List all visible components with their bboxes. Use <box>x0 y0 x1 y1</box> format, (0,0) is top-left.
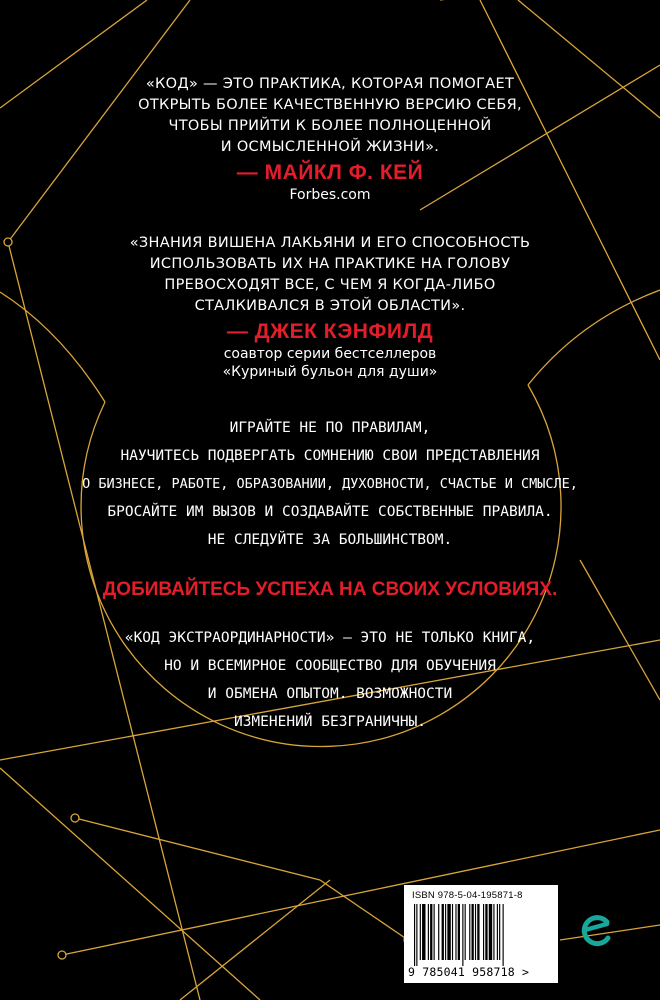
barcode-bar <box>469 904 470 960</box>
barcode-bar <box>493 904 494 960</box>
publisher-logo-icon <box>577 910 613 950</box>
barcode-bar <box>447 904 450 960</box>
accent-text <box>0 578 660 602</box>
barcode-bar <box>445 904 446 960</box>
quote-2 <box>0 233 660 381</box>
barcode-bar <box>434 904 435 960</box>
closing-line: «КОД ЭКСТРАОРДИНАРНОСТИ» — ЭТО НЕ ТОЛЬКО КНИГА, <box>124 630 536 646</box>
barcode-bar <box>472 904 474 960</box>
barcode-bar <box>499 904 500 960</box>
quote-2-author: — ДЖЕК КЭНФИЛД <box>226 320 434 343</box>
closing-line: НО И ВСЕМИРНОЕ СООБЩЕСТВО ДЛЯ ОБУЧЕНИЯ <box>164 658 496 674</box>
barcode-bar <box>462 904 463 966</box>
quote-1-line: ОТКРЫТЬ БОЛЕЕ КАЧЕСТВЕННУЮ ВЕРСИЮ СЕБЯ, <box>138 97 522 113</box>
barcode-bar <box>458 904 460 960</box>
barcode-bar <box>416 904 417 966</box>
barcode-bar <box>485 904 487 960</box>
barcode-bar <box>465 904 466 960</box>
body-line: ИГРАЙТЕ НЕ ПО ПРАВИЛАМ, <box>229 420 431 436</box>
barcode-bar <box>414 904 415 966</box>
barcode-bar <box>483 904 484 960</box>
barcode-bar <box>475 904 476 960</box>
barcode-bar <box>503 904 504 966</box>
barcode-bar <box>455 904 456 960</box>
barcode-panel <box>404 885 558 983</box>
closing-text <box>0 624 660 736</box>
barcode-bar <box>428 904 429 960</box>
quote-2-line: ПРЕВОСХОДЯТ ВСЕ, С ЧЕМ Я КОГДА-ЛИБО <box>164 277 496 293</box>
barcode-bar <box>452 904 453 960</box>
ean-number: 9 785041 958718 > <box>408 965 530 979</box>
quote-1-source: Forbes.com <box>289 187 371 203</box>
accent-line: ДОБИВАЙТЕСЬ УСПЕХА НА СВОИХ УСЛОВИЯХ. <box>102 579 558 600</box>
quote-1-line: ЧТОБЫ ПРИЙТИ К БОЛЕЕ ПОЛНОЦЕННОЙ <box>168 118 492 134</box>
body-line: НЕ СЛЕДУЙТЕ ЗА БОЛЬШИНСТВОМ. <box>207 532 453 548</box>
body-line: БРОСАЙТЕ ИМ ВЫЗОВ И СОЗДАВАЙТЕ СОБСТВЕННЫЕ ПРАВИЛА. <box>107 504 553 520</box>
body-line: НАУЧИТЕСЬ ПОДВЕРГАТЬ СОМНЕНИЮ СВОИ ПРЕДСТАВЛЕНИЯ <box>120 448 540 464</box>
barcode-bar <box>442 904 444 960</box>
barcode-bar <box>477 904 479 960</box>
barcode-bars <box>414 904 548 966</box>
barcode-bar <box>422 904 425 960</box>
quote-2-line: «ЗНАНИЯ ВИШЕНА ЛАКЬЯНИ И ЕГО СПОСОБНОСТЬ <box>129 235 531 251</box>
closing-line: И ОБМЕНА ОПЫТОМ. ВОЗМОЖНОСТИ <box>207 686 453 702</box>
quote-2-line: ИСПОЛЬЗОВАТЬ ИХ НА ПРАКТИКЕ НА ГОЛОВУ <box>149 256 511 272</box>
body-text <box>0 414 660 554</box>
quote-1-author: — МАЙКЛ Ф. КЕЙ <box>236 161 424 184</box>
quote-1-line: И ОСМЫСЛЕННОЙ ЖИЗНИ». <box>220 139 440 155</box>
quote-1 <box>0 74 660 204</box>
barcode-bar <box>497 904 498 960</box>
barcode-bar <box>438 904 439 960</box>
barcode-bar <box>430 904 432 960</box>
body-line: О БИЗНЕСЕ, РАБОТЕ, ОБРАЗОВАНИИ, ДУХОВНОСТИ, СЧАСТЬЕ И СМЫСЛЕ, <box>82 476 578 492</box>
quote-2-source: «Куриный бульон для души» <box>222 364 438 380</box>
barcode-bar <box>489 904 492 960</box>
barcode-bar <box>420 904 421 960</box>
quote-2-source: соавтор серии бестселлеров <box>223 346 437 362</box>
isbn-label: ISBN 978-5-04-195871-8 <box>412 890 523 901</box>
quote-2-line: СТАЛКИВАЛСЯ В ЭТОЙ ОБЛАСТИ». <box>194 298 466 314</box>
closing-line: ИЗМЕНЕНИЙ БЕЗГРАНИЧНЫ. <box>233 714 427 730</box>
quote-1-line: «КОД» — ЭТО ПРАКТИКА, КОТОРАЯ ПОМОГАЕТ <box>145 76 515 92</box>
